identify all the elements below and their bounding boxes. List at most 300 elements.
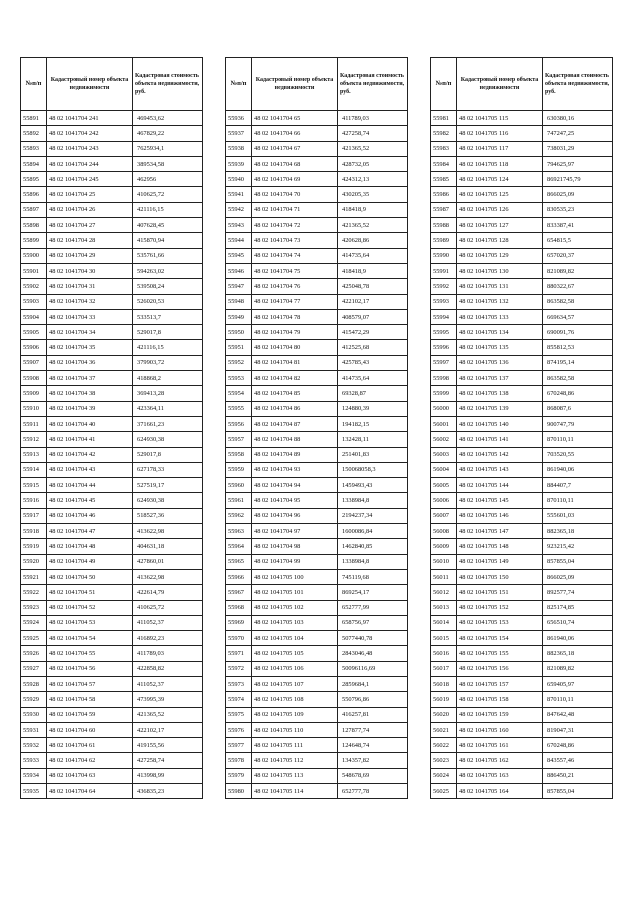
cadastral-number-cell: 48 02 1041705 136 — [457, 355, 543, 370]
cadastral-value-cell: 870110,11 — [543, 493, 613, 508]
cadastral-number-cell: 48 02 1041704 58 — [47, 692, 133, 707]
cadastral-value-cell: 427258,74 — [338, 126, 408, 141]
cadastral-number-cell: 48 02 1041704 65 — [252, 111, 338, 126]
table-row — [431, 585, 613, 600]
table-row — [226, 386, 408, 401]
table-row — [21, 355, 203, 370]
cadastral-number-cell: 48 02 1041704 98 — [252, 539, 338, 554]
cadastral-table-left — [20, 57, 203, 799]
cadastral-value-cell: 389534,58 — [133, 156, 203, 171]
cadastral-number-cell: 48 02 1041704 245 — [47, 172, 133, 187]
table-row — [226, 722, 408, 737]
cadastral-value-cell: 414735,64 — [338, 371, 408, 386]
cadastral-value-cell: 550796,86 — [338, 692, 408, 707]
row-index-cell: 55909 — [21, 386, 47, 401]
cadastral-number-cell: 48 02 1041704 25 — [47, 187, 133, 202]
cadastral-number-cell: 48 02 1041704 88 — [252, 432, 338, 447]
cadastral-number-cell: 48 02 1041704 34 — [47, 325, 133, 340]
row-index-cell: 55902 — [21, 279, 47, 294]
table-row — [431, 416, 613, 431]
cadastral-value-cell: 134357,82 — [338, 753, 408, 768]
cadastral-value-cell: 870110,11 — [543, 432, 613, 447]
cadastral-number-cell: 48 02 1041705 112 — [252, 753, 338, 768]
cadastral-number-cell: 48 02 1041705 102 — [252, 600, 338, 615]
table-row — [226, 401, 408, 416]
table-row — [226, 111, 408, 126]
table-row — [431, 279, 613, 294]
table-row — [226, 218, 408, 233]
row-index-cell: 55903 — [21, 294, 47, 309]
table-row — [226, 524, 408, 539]
cadastral-value-cell: 656510,74 — [543, 615, 613, 630]
cadastral-value-cell: 436835,23 — [133, 784, 203, 799]
cadastral-value-cell: 866025,09 — [543, 569, 613, 584]
row-index-cell: 55989 — [431, 233, 457, 248]
row-index-cell: 55978 — [226, 753, 252, 768]
table-row — [21, 692, 203, 707]
row-index-cell: 56004 — [431, 462, 457, 477]
cadastral-value-cell: 690091,76 — [543, 325, 613, 340]
cadastral-number-cell: 48 02 1041705 154 — [457, 631, 543, 646]
cadastral-value-cell: 194182,15 — [338, 416, 408, 431]
row-index-cell: 55954 — [226, 386, 252, 401]
table-row — [431, 432, 613, 447]
cadastral-value-cell: 535761,66 — [133, 248, 203, 263]
table-row — [21, 447, 203, 462]
row-index-cell: 55961 — [226, 493, 252, 508]
row-index-cell: 55917 — [21, 508, 47, 523]
cadastral-number-cell: 48 02 1041704 36 — [47, 355, 133, 370]
cadastral-value-cell: 833387,41 — [543, 218, 613, 233]
table-row — [21, 263, 203, 278]
table-row — [431, 524, 613, 539]
table-row — [226, 569, 408, 584]
table-row — [226, 478, 408, 493]
row-index-cell: 56003 — [431, 447, 457, 462]
header-index: №п/п — [226, 58, 252, 111]
cadastral-value-cell: 670248,86 — [543, 386, 613, 401]
cadastral-number-cell: 48 02 1041704 78 — [252, 309, 338, 324]
table-row — [21, 248, 203, 263]
cadastral-number-cell: 48 02 1041704 42 — [47, 447, 133, 462]
cadastral-value-cell: 819047,31 — [543, 722, 613, 737]
table-row — [431, 493, 613, 508]
table-row — [21, 493, 203, 508]
table-row — [226, 661, 408, 676]
table-row — [226, 309, 408, 324]
cadastral-value-cell: 127877,74 — [338, 722, 408, 737]
table-row — [21, 524, 203, 539]
row-index-cell: 55964 — [226, 539, 252, 554]
cadastral-value-cell: 659405,97 — [543, 676, 613, 691]
row-index-cell: 55992 — [431, 279, 457, 294]
cadastral-value-cell: 416257,81 — [338, 707, 408, 722]
table-row — [21, 432, 203, 447]
table-row — [226, 707, 408, 722]
cadastral-number-cell: 48 02 1041705 131 — [457, 279, 543, 294]
cadastral-number-cell: 48 02 1041705 150 — [457, 569, 543, 584]
row-index-cell: 55994 — [431, 309, 457, 324]
row-index-cell: 55955 — [226, 401, 252, 416]
table-row — [21, 539, 203, 554]
row-index-cell: 55905 — [21, 325, 47, 340]
table-row — [226, 156, 408, 171]
cadastral-value-cell: 880322,67 — [543, 279, 613, 294]
table-row — [21, 141, 203, 156]
row-index-cell: 55913 — [21, 447, 47, 462]
cadastral-value-cell: 410625,72 — [133, 187, 203, 202]
table-row — [226, 768, 408, 783]
cadastral-value-cell: 427860,01 — [133, 554, 203, 569]
row-index-cell: 55926 — [21, 646, 47, 661]
cadastral-number-cell: 48 02 1041704 28 — [47, 233, 133, 248]
table-row — [431, 554, 613, 569]
row-index-cell: 56016 — [431, 646, 457, 661]
cadastral-value-cell: 422102,17 — [133, 722, 203, 737]
row-index-cell: 56021 — [431, 722, 457, 737]
row-index-cell: 56001 — [431, 416, 457, 431]
cadastral-value-cell: 527519,17 — [133, 478, 203, 493]
cadastral-number-cell: 48 02 1041704 97 — [252, 524, 338, 539]
table-row — [21, 569, 203, 584]
row-index-cell: 56025 — [431, 784, 457, 799]
row-index-cell: 55934 — [21, 768, 47, 783]
cadastral-value-cell: 670248,86 — [543, 738, 613, 753]
row-index-cell: 55958 — [226, 447, 252, 462]
cadastral-value-cell: 430205,35 — [338, 187, 408, 202]
cadastral-value-cell: 1462840,85 — [338, 539, 408, 554]
cadastral-value-cell: 745119,68 — [338, 569, 408, 584]
cadastral-value-cell: 533513,7 — [133, 309, 203, 324]
row-index-cell: 55983 — [431, 141, 457, 156]
cadastral-number-cell: 48 02 1041704 72 — [252, 218, 338, 233]
table-row — [21, 585, 203, 600]
table-row — [21, 218, 203, 233]
cadastral-number-cell: 48 02 1041705 130 — [457, 263, 543, 278]
row-index-cell: 56019 — [431, 692, 457, 707]
row-index-cell: 55950 — [226, 325, 252, 340]
table-row — [431, 141, 613, 156]
row-index-cell: 55919 — [21, 539, 47, 554]
cadastral-value-cell: 703520,55 — [543, 447, 613, 462]
row-index-cell: 55901 — [21, 263, 47, 278]
cadastral-number-cell: 48 02 1041704 48 — [47, 539, 133, 554]
row-index-cell: 55980 — [226, 784, 252, 799]
cadastral-number-cell: 48 02 1041705 144 — [457, 478, 543, 493]
table-row — [226, 325, 408, 340]
cadastral-value-cell: 624930,38 — [133, 493, 203, 508]
cadastral-value-cell: 843557,46 — [543, 753, 613, 768]
row-index-cell: 55995 — [431, 325, 457, 340]
row-index-cell: 55928 — [21, 676, 47, 691]
row-index-cell: 55976 — [226, 722, 252, 737]
row-index-cell: 55897 — [21, 202, 47, 217]
cadastral-number-cell: 48 02 1041705 104 — [252, 631, 338, 646]
cadastral-number-cell: 48 02 1041704 70 — [252, 187, 338, 202]
cadastral-value-cell: 411052,37 — [133, 615, 203, 630]
cadastral-value-cell: 421365,52 — [338, 218, 408, 233]
table-row — [431, 478, 613, 493]
row-index-cell: 55982 — [431, 126, 457, 141]
row-index-cell: 55977 — [226, 738, 252, 753]
cadastral-number-cell: 48 02 1041705 128 — [457, 233, 543, 248]
cadastral-value-cell: 518527,36 — [133, 508, 203, 523]
cadastral-value-cell: 2859684,1 — [338, 676, 408, 691]
row-index-cell: 55985 — [431, 172, 457, 187]
cadastral-number-cell: 48 02 1041705 109 — [252, 707, 338, 722]
row-index-cell: 55975 — [226, 707, 252, 722]
row-index-cell: 55896 — [21, 187, 47, 202]
table-row — [226, 172, 408, 187]
cadastral-value-cell: 1600086,84 — [338, 524, 408, 539]
cadastral-number-cell: 48 02 1041705 152 — [457, 600, 543, 615]
cadastral-number-cell: 48 02 1041704 50 — [47, 569, 133, 584]
row-index-cell: 55908 — [21, 371, 47, 386]
table-row — [431, 156, 613, 171]
table-row — [21, 371, 203, 386]
row-index-cell: 55911 — [21, 416, 47, 431]
table-row — [21, 753, 203, 768]
cadastral-number-cell: 48 02 1041704 95 — [252, 493, 338, 508]
row-index-cell: 56006 — [431, 493, 457, 508]
header-cadastral-number: Кадастровый номер объекта недвижимости — [47, 58, 133, 111]
row-index-cell: 56009 — [431, 539, 457, 554]
row-index-cell: 55947 — [226, 279, 252, 294]
cadastral-value-cell: 747247,25 — [543, 126, 613, 141]
row-index-cell: 55923 — [21, 600, 47, 615]
row-index-cell: 55891 — [21, 111, 47, 126]
row-index-cell: 55921 — [21, 569, 47, 584]
table-row — [431, 722, 613, 737]
cadastral-value-cell: 526020,53 — [133, 294, 203, 309]
cadastral-number-cell: 48 02 1041704 43 — [47, 462, 133, 477]
cadastral-value-cell: 371661,23 — [133, 416, 203, 431]
cadastral-number-cell: 48 02 1041704 67 — [252, 141, 338, 156]
row-index-cell: 56020 — [431, 707, 457, 722]
row-index-cell: 55962 — [226, 508, 252, 523]
row-index-cell: 55924 — [21, 615, 47, 630]
cadastral-number-cell: 48 02 1041705 105 — [252, 646, 338, 661]
row-index-cell: 56007 — [431, 508, 457, 523]
table-row — [226, 738, 408, 753]
cadastral-value-cell: 422102,17 — [338, 294, 408, 309]
cadastral-number-cell: 48 02 1041705 124 — [457, 172, 543, 187]
table-row — [21, 172, 203, 187]
row-index-cell: 56000 — [431, 401, 457, 416]
cadastral-value-cell: 415870,94 — [133, 233, 203, 248]
cadastral-number-cell: 48 02 1041704 38 — [47, 386, 133, 401]
cadastral-number-cell: 48 02 1041705 101 — [252, 585, 338, 600]
cadastral-value-cell: 868087,6 — [543, 401, 613, 416]
cadastral-number-cell: 48 02 1041704 31 — [47, 279, 133, 294]
cadastral-value-cell: 427258,74 — [133, 753, 203, 768]
table-row — [21, 631, 203, 646]
row-index-cell: 55935 — [21, 784, 47, 799]
row-index-cell: 56010 — [431, 554, 457, 569]
table-row — [21, 508, 203, 523]
table-row — [226, 600, 408, 615]
table-row — [226, 631, 408, 646]
cadastral-number-cell: 48 02 1041704 71 — [252, 202, 338, 217]
cadastral-value-cell: 421116,15 — [133, 340, 203, 355]
cadastral-number-cell: 48 02 1041705 149 — [457, 554, 543, 569]
row-index-cell: 55904 — [21, 309, 47, 324]
cadastral-value-cell: 821089,82 — [543, 263, 613, 278]
cadastral-number-cell: 48 02 1041704 40 — [47, 416, 133, 431]
cadastral-value-cell: 421365,52 — [133, 707, 203, 722]
cadastral-number-cell: 48 02 1041704 82 — [252, 371, 338, 386]
table-row — [226, 554, 408, 569]
cadastral-value-cell: 413998,99 — [133, 768, 203, 783]
table-row — [226, 248, 408, 263]
row-index-cell: 55988 — [431, 218, 457, 233]
cadastral-number-cell: 48 02 1041704 35 — [47, 340, 133, 355]
row-index-cell: 55912 — [21, 432, 47, 447]
cadastral-number-cell: 48 02 1041704 74 — [252, 248, 338, 263]
table-row — [21, 462, 203, 477]
cadastral-value-cell: 654815,5 — [543, 233, 613, 248]
row-index-cell: 55998 — [431, 371, 457, 386]
cadastral-number-cell: 48 02 1041705 125 — [457, 187, 543, 202]
row-index-cell: 55973 — [226, 676, 252, 691]
table-row — [21, 600, 203, 615]
cadastral-number-cell: 48 02 1041704 68 — [252, 156, 338, 171]
table-row — [431, 294, 613, 309]
cadastral-value-cell: 1459493,43 — [338, 478, 408, 493]
table-row — [431, 325, 613, 340]
table-row — [431, 462, 613, 477]
cadastral-value-cell: 415472,29 — [338, 325, 408, 340]
cadastral-number-cell: 48 02 1041705 133 — [457, 309, 543, 324]
cadastral-number-cell: 48 02 1041705 151 — [457, 585, 543, 600]
cadastral-number-cell: 48 02 1041704 85 — [252, 386, 338, 401]
table-row — [431, 263, 613, 278]
cadastral-value-cell: 418418,9 — [338, 263, 408, 278]
cadastral-value-cell: 467829,22 — [133, 126, 203, 141]
table-row — [21, 111, 203, 126]
cadastral-value-cell: 251401,83 — [338, 447, 408, 462]
row-index-cell: 56012 — [431, 585, 457, 600]
cadastral-number-cell: 48 02 1041704 59 — [47, 707, 133, 722]
table-row — [431, 172, 613, 187]
cadastral-value-cell: 630380,16 — [543, 111, 613, 126]
cadastral-number-cell: 48 02 1041704 94 — [252, 478, 338, 493]
cadastral-number-cell: 48 02 1041704 242 — [47, 126, 133, 141]
table-row — [431, 218, 613, 233]
table-row — [21, 187, 203, 202]
row-index-cell: 55984 — [431, 156, 457, 171]
table-row — [431, 340, 613, 355]
table-row — [431, 753, 613, 768]
row-index-cell: 55892 — [21, 126, 47, 141]
table-row — [21, 325, 203, 340]
cadastral-number-cell: 48 02 1041704 77 — [252, 294, 338, 309]
cadastral-number-cell: 48 02 1041704 93 — [252, 462, 338, 477]
row-index-cell: 55990 — [431, 248, 457, 263]
cadastral-number-cell: 48 02 1041704 243 — [47, 141, 133, 156]
row-index-cell: 55922 — [21, 585, 47, 600]
cadastral-value-cell: 413622,98 — [133, 524, 203, 539]
table-row — [431, 309, 613, 324]
cadastral-number-cell: 48 02 1041705 100 — [252, 569, 338, 584]
row-index-cell: 55997 — [431, 355, 457, 370]
row-index-cell: 55937 — [226, 126, 252, 141]
table-row — [21, 554, 203, 569]
table-row — [226, 187, 408, 202]
row-index-cell: 55945 — [226, 248, 252, 263]
table-row — [21, 676, 203, 691]
cadastral-value-cell: 410625,72 — [133, 600, 203, 615]
header-cadastral-value: Кадастровая стоимость объекта недвижимости, руб. — [543, 58, 613, 111]
table-row — [431, 233, 613, 248]
row-index-cell: 55942 — [226, 202, 252, 217]
header-cadastral-number: Кадастровый номер объекта недвижимости — [457, 58, 543, 111]
cadastral-value-cell: 866025,09 — [543, 187, 613, 202]
cadastral-value-cell: 428732,05 — [338, 156, 408, 171]
cadastral-number-cell: 48 02 1041704 29 — [47, 248, 133, 263]
cadastral-number-cell: 48 02 1041704 86 — [252, 401, 338, 416]
cadastral-value-cell: 857855,04 — [543, 784, 613, 799]
cadastral-number-cell: 48 02 1041704 49 — [47, 554, 133, 569]
table-row — [226, 432, 408, 447]
row-index-cell: 55981 — [431, 111, 457, 126]
row-index-cell: 56017 — [431, 661, 457, 676]
table-row — [431, 615, 613, 630]
cadastral-value-cell: 411789,03 — [133, 646, 203, 661]
cadastral-value-cell: 863582,58 — [543, 371, 613, 386]
cadastral-number-cell: 48 02 1041704 56 — [47, 661, 133, 676]
cadastral-value-cell: 861940,06 — [543, 631, 613, 646]
table-row — [226, 416, 408, 431]
cadastral-number-cell: 48 02 1041705 161 — [457, 738, 543, 753]
cadastral-value-cell: 658756,97 — [338, 615, 408, 630]
cadastral-value-cell: 1338984,8 — [338, 554, 408, 569]
table-row — [226, 202, 408, 217]
row-index-cell: 55986 — [431, 187, 457, 202]
table-row — [226, 615, 408, 630]
row-index-cell: 56014 — [431, 615, 457, 630]
row-index-cell: 55970 — [226, 631, 252, 646]
cadastral-value-cell: 423364,11 — [133, 401, 203, 416]
cadastral-value-cell: 882365,18 — [543, 524, 613, 539]
row-index-cell: 55965 — [226, 554, 252, 569]
table-row — [226, 447, 408, 462]
row-index-cell: 56015 — [431, 631, 457, 646]
cadastral-value-cell: 923215,42 — [543, 539, 613, 554]
cadastral-number-cell: 48 02 1041704 73 — [252, 233, 338, 248]
table-row — [21, 661, 203, 676]
table-row — [21, 784, 203, 799]
row-index-cell: 55963 — [226, 524, 252, 539]
cadastral-value-cell: 892577,74 — [543, 585, 613, 600]
cadastral-number-cell: 48 02 1041704 63 — [47, 768, 133, 783]
cadastral-number-cell: 48 02 1041705 138 — [457, 386, 543, 401]
cadastral-value-cell: 594263,02 — [133, 263, 203, 278]
table-row — [21, 279, 203, 294]
cadastral-number-cell: 48 02 1041705 114 — [252, 784, 338, 799]
cadastral-number-cell: 48 02 1041705 142 — [457, 447, 543, 462]
cadastral-number-cell: 48 02 1041704 241 — [47, 111, 133, 126]
row-index-cell: 55972 — [226, 661, 252, 676]
cadastral-value-cell: 408579,07 — [338, 309, 408, 324]
row-index-cell: 55971 — [226, 646, 252, 661]
cadastral-value-cell: 407628,45 — [133, 218, 203, 233]
table-row — [431, 447, 613, 462]
table-row — [431, 661, 613, 676]
table-row — [226, 753, 408, 768]
cadastral-value-cell: 830535,23 — [543, 202, 613, 217]
row-index-cell: 55949 — [226, 309, 252, 324]
